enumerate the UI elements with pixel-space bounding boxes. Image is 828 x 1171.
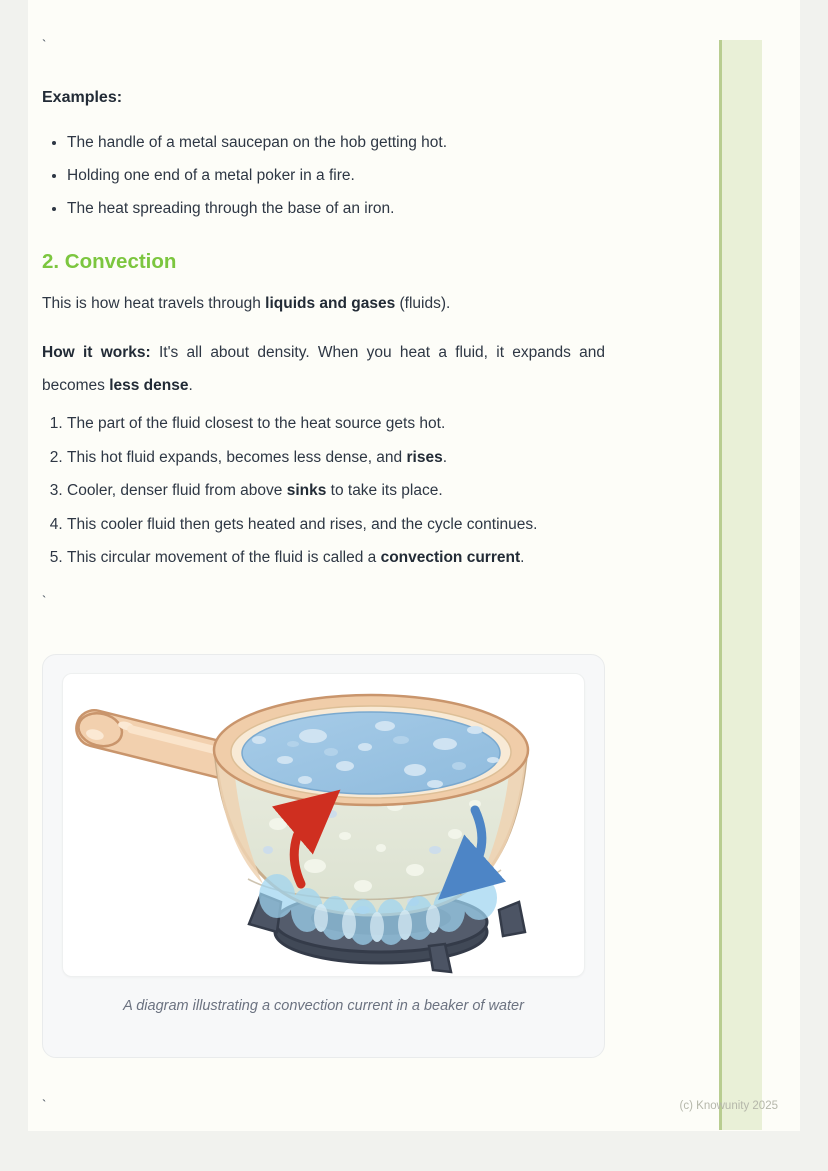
list-item: 1. The part of the fluid closest to the heat source gets hot. bbox=[67, 414, 605, 434]
pan-rim-and-water bbox=[214, 695, 528, 805]
list-item: • Holding one end of a metal poker in a fire. bbox=[67, 166, 605, 186]
list-item: 5. This circular movement of the fluid is called a convection current. bbox=[67, 548, 605, 568]
list-item: 3. Cooler, denser fluid from above sinks to take its place. bbox=[67, 481, 605, 501]
copyright-credit: (c) Knowunity 2025 bbox=[679, 1100, 778, 1112]
section-heading-convection: 2. Convection bbox=[42, 250, 177, 273]
list-item: • The heat spreading through the base of an iron. bbox=[67, 199, 605, 219]
how-it-works-paragraph: How it works: It's all about density. When you heat a fluid, it expands and becomes less dense. bbox=[42, 344, 605, 394]
list-item: • The handle of a metal saucepan on the hob getting hot. bbox=[67, 133, 605, 153]
document-content bbox=[42, 0, 605, 1111]
convection-steps-list bbox=[42, 414, 605, 568]
stray-backtick: ` bbox=[42, 593, 47, 608]
convection-saucepan-illustration bbox=[63, 674, 585, 977]
figure-caption: A diagram illustrating a convection current in a beaker of water bbox=[123, 998, 524, 1014]
figure-card bbox=[42, 654, 605, 1058]
stray-backtick: ` bbox=[42, 1097, 47, 1112]
list-item: 4. This cooler fluid then gets heated and rises, and the cycle continues. bbox=[67, 515, 605, 535]
examples-heading: Examples: bbox=[42, 89, 123, 106]
stray-backtick: ` bbox=[42, 37, 47, 52]
list-item: 2. This hot fluid expands, becomes less dense, and rises. bbox=[67, 448, 605, 468]
figure-image-frame bbox=[62, 673, 585, 977]
examples-list bbox=[42, 133, 605, 219]
right-accent-stripe bbox=[719, 40, 762, 1130]
intro-paragraph: This is how heat travels through liquids and gases (fluids). bbox=[42, 295, 451, 312]
